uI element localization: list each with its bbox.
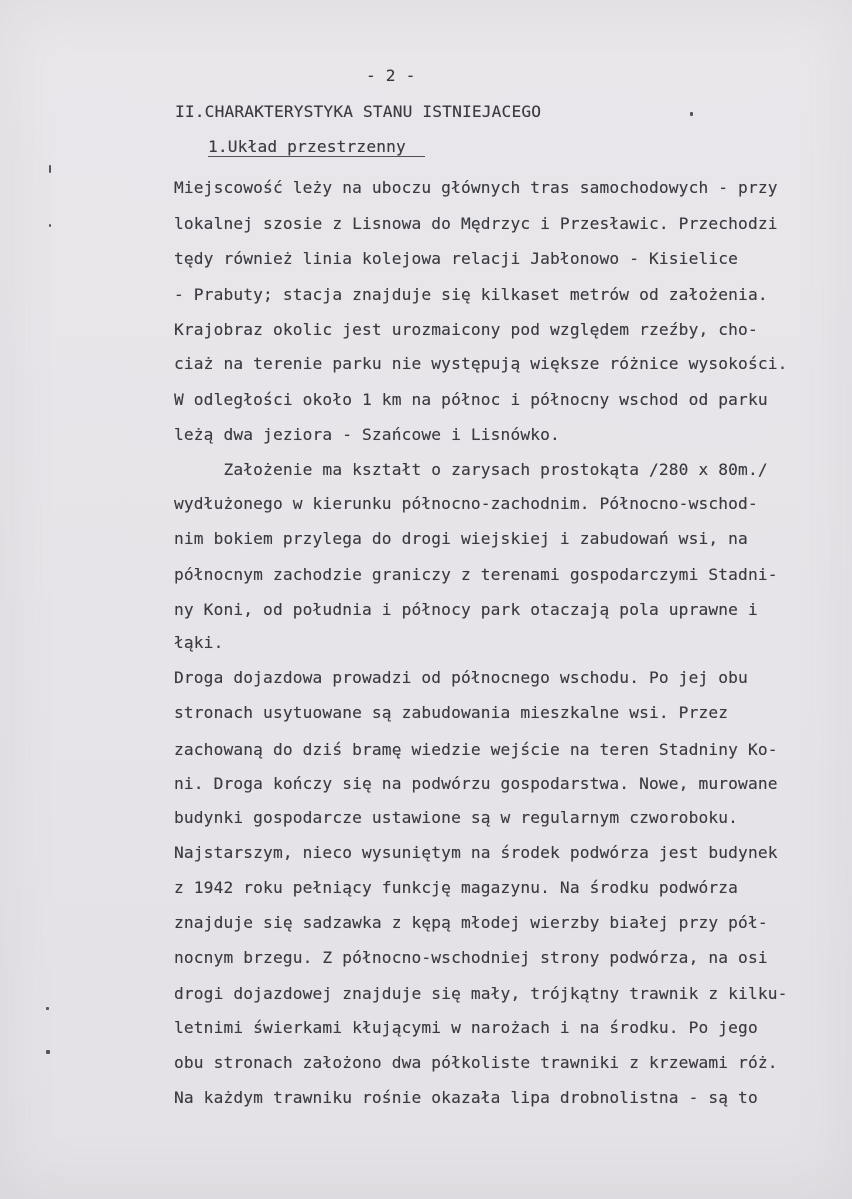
text-line: - Prabuty; stacja znajduje się kilkaset metrów od założenia.	[174, 285, 768, 304]
chapter-heading: II.CHARAKTERYSTYKA STANU ISTNIEJACEGO	[175, 102, 542, 121]
text-line: Krajobraz okolic jest urozmaicony pod względem rzeźby, cho-	[174, 320, 758, 339]
margin-mark	[46, 1050, 50, 1054]
text-line: zachowaną do dziś bramę wiedzie wejście na teren Stadniny Ko-	[174, 740, 778, 759]
text-line: nim bokiem przylega do drogi wiejskiej i zabudowań wsi, na	[174, 529, 748, 548]
text-line: tędy również linia kolejowa relacji Jabłonowo - Kisielice	[174, 249, 739, 268]
text-line: Miejscowość leży na uboczu głównych tras samochodowych - przy	[174, 178, 778, 197]
text-line: budynki gospodarcze ustawione są w regularnym czworoboku.	[174, 808, 739, 827]
text-line: W odległości około 1 km na północ i północny wschod od parku	[174, 390, 768, 409]
margin-mark	[46, 1007, 49, 1010]
text-line: Najstarszym, nieco wysuniętym na środek podwórza jest budynek	[174, 843, 778, 862]
section-heading: 1.Układ przestrzenny	[208, 137, 406, 156]
text-line: stronach usytuowane są zabudowania mieszkalne wsi. Przez	[174, 703, 729, 722]
text-line: letnimi świerkami kłującymi w narożach i na środku. Po jego	[174, 1018, 758, 1037]
text-line: ni. Droga kończy się na podwórzu gospodarstwa. Nowe, murowane	[174, 774, 778, 793]
text-line: obu stronach założono dwa półkoliste trawniki z krzewami róż.	[174, 1053, 778, 1072]
text-line: znajduje się sadzawka z kępą młodej wierzby białej przy pół-	[174, 913, 768, 932]
margin-mark	[49, 224, 51, 227]
page-number: - 2 -	[366, 66, 416, 85]
text-line: nocnym brzegu. Z północno-wschodniej strony podwórza, na osi	[174, 948, 768, 967]
text-line: wydłużonego w kierunku północno-zachodnim. Północno-wschod-	[174, 494, 758, 513]
text-line: drogi dojazdowej znajduje się mały, trójkątny trawnik z kilku-	[174, 984, 788, 1003]
text-line: łąki.	[174, 633, 224, 652]
text-line: północnym zachodzie graniczy z terenami gospodarczymi Stadni-	[174, 565, 778, 584]
text-line: leżą dwa jeziora - Szańcowe i Lisnówko.	[174, 425, 560, 444]
text-line: ciaż na terenie parku nie występują większe różnice wysokości.	[174, 354, 788, 373]
text-line: Na każdym trawniku rośnie okazała lipa drobnolistna - są to	[174, 1088, 758, 1107]
text-line: z 1942 roku pełniący funkcję magazynu. Na środku podwórza	[174, 878, 739, 897]
text-line: Założenie ma kształt o zarysach prostokąta /280 x 80m./	[174, 460, 768, 479]
text-line: ny Koni, od południa i północy park otaczają pola uprawne i	[174, 600, 758, 619]
text-line: Droga dojazdowa prowadzi od północnego wschodu. Po jej obu	[174, 668, 748, 687]
section-heading-underline	[208, 156, 425, 157]
text-line: lokalnej szosie z Lisnowa do Mędrzyc i Przesławic. Przechodzi	[174, 214, 778, 233]
margin-mark	[49, 165, 51, 173]
ink-speck	[690, 112, 693, 116]
